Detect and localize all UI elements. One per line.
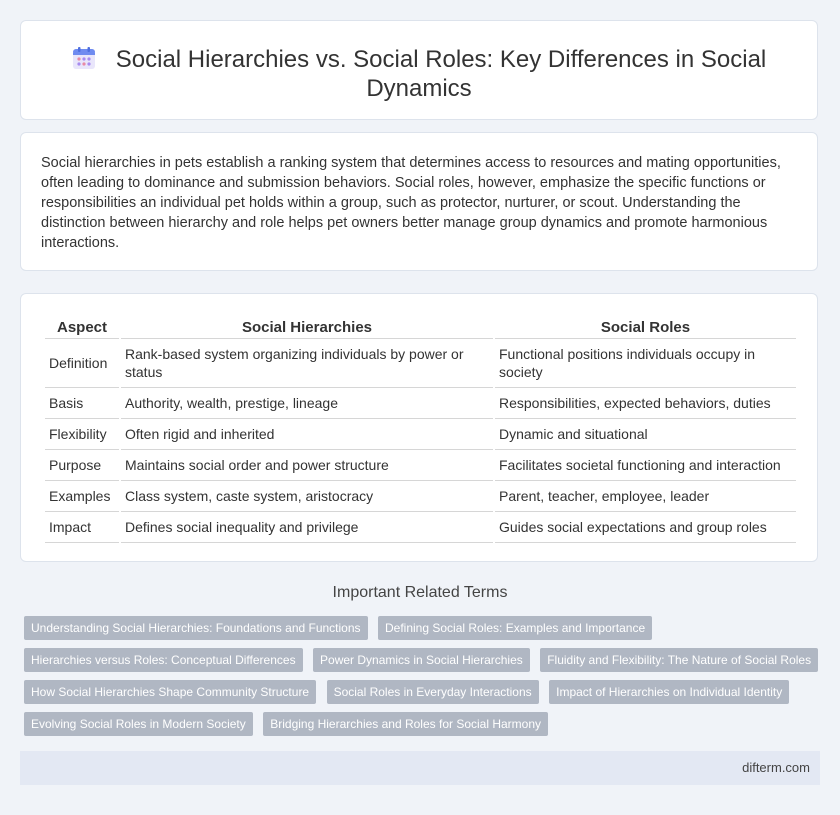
related-term-tag[interactable]: How Social Hierarchies Shape Community Structure <box>24 680 316 704</box>
calendar-icon <box>72 46 96 70</box>
table-row <box>45 388 796 419</box>
header-social-roles: Social Roles <box>495 314 796 339</box>
header-social-hierarchies: Social Hierarchies <box>121 314 493 339</box>
comparison-card <box>20 293 818 562</box>
related-term-tag[interactable]: Bridging Hierarchies and Roles for Social Harmony <box>263 712 548 736</box>
roles-cell: Dynamic and situational <box>495 419 796 450</box>
hierarchies-cell: Maintains social order and power structure <box>121 450 493 481</box>
related-term-tag[interactable]: Power Dynamics in Social Hierarchies <box>313 648 530 672</box>
related-terms-list <box>24 616 824 744</box>
table-row <box>45 450 796 481</box>
related-terms-title: Important Related Terms <box>332 584 508 601</box>
tag-row <box>24 616 824 648</box>
footer-site-link[interactable]: difterm.com <box>742 760 810 775</box>
related-term-tag[interactable]: Understanding Social Hierarchies: Foundations and Functions <box>24 616 368 640</box>
roles-cell: Responsibilities, expected behaviors, duties <box>495 388 796 419</box>
aspect-cell: Purpose <box>45 450 119 481</box>
tag-row <box>24 712 824 744</box>
hierarchies-cell: Often rigid and inherited <box>121 419 493 450</box>
hierarchies-cell: Authority, wealth, prestige, lineage <box>121 388 493 419</box>
intro-card <box>20 132 818 271</box>
tag-row <box>24 648 824 680</box>
related-term-tag[interactable]: Hierarchies versus Roles: Conceptual Differences <box>24 648 303 672</box>
roles-cell: Guides social expectations and group roles <box>495 512 796 543</box>
table-row <box>45 512 796 543</box>
table-row <box>45 419 796 450</box>
hierarchies-cell: Defines social inequality and privilege <box>121 512 493 543</box>
aspect-cell: Impact <box>45 512 119 543</box>
aspect-cell: Basis <box>45 388 119 419</box>
intro-paragraph: Social hierarchies in pets establish a ranking system that determines access to resources and mating opportunities, often leading to dominance and submission behaviors. Social roles, however, emphasize the specific functions or responsibilities an individual pet holds within a group, such as protector, nurturer, or scout. Understanding the distinction between hierarchy and role helps pet owners better manage group dynamics and promote harmonious interactions. <box>41 155 781 251</box>
header-card <box>20 20 818 120</box>
aspect-cell: Definition <box>45 339 119 388</box>
related-term-tag[interactable]: Impact of Hierarchies on Individual Identity <box>549 680 789 704</box>
footer <box>20 751 820 785</box>
hierarchies-cell: Class system, caste system, aristocracy <box>121 481 493 512</box>
related-term-tag[interactable]: Social Roles in Everyday Interactions <box>327 680 539 704</box>
page-title-wrap <box>21 45 817 103</box>
related-term-tag[interactable]: Fluidity and Flexibility: The Nature of Social Roles <box>540 648 818 672</box>
comparison-table <box>43 314 798 543</box>
table-header-row <box>45 314 796 339</box>
roles-cell: Parent, teacher, employee, leader <box>495 481 796 512</box>
related-term-tag[interactable]: Evolving Social Roles in Modern Society <box>24 712 253 736</box>
aspect-cell: Examples <box>45 481 119 512</box>
related-term-tag[interactable]: Defining Social Roles: Examples and Importance <box>378 616 652 640</box>
aspect-cell: Flexibility <box>45 419 119 450</box>
roles-cell: Functional positions individuals occupy in society <box>495 339 796 388</box>
page-title: Social Hierarchies vs. Social Roles: Key Differences in Social Dynamics <box>115 46 767 102</box>
table-row <box>45 339 796 388</box>
table-row <box>45 481 796 512</box>
tag-row <box>24 680 824 712</box>
roles-cell: Facilitates societal functioning and interaction <box>495 450 796 481</box>
hierarchies-cell: Rank-based system organizing individuals by power or status <box>121 339 493 388</box>
header-aspect: Aspect <box>45 314 119 339</box>
